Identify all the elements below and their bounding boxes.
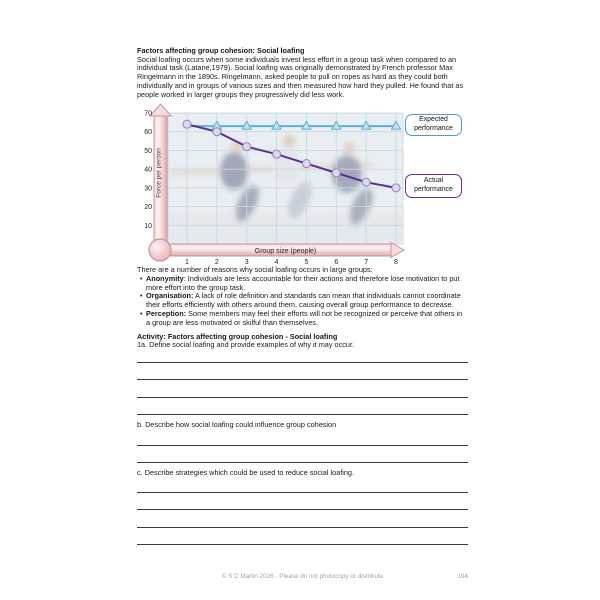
page-footer — [137, 573, 468, 580]
section-title: Factors affecting group cohesion: Social loafing — [137, 46, 305, 55]
y-tick-label: 20 — [144, 204, 152, 212]
x-tick-label: 6 — [334, 259, 339, 266]
answer-line — [137, 430, 468, 446]
question-b: b. Describe how social loafing could influence group cohesion — [137, 419, 337, 429]
bullet-marker: • — [140, 273, 143, 283]
bullet-organisation — [137, 292, 469, 310]
answer-line — [137, 493, 468, 511]
answer-line — [137, 380, 468, 398]
answer-line — [137, 446, 468, 464]
origin-ball — [149, 239, 171, 261]
question-1a: 1a. Define social loafing and provide examples of why it may occur. — [137, 340, 354, 350]
bullet-text: Some members may feel their efforts will not be recognized or perceive that others in a group are less motivated or skilful than themselves. — [146, 308, 463, 327]
answer-line — [137, 363, 468, 381]
answer-line — [137, 478, 468, 493]
copyright-text: © S D Martin 2026 - Please do not photocopy or distribute — [221, 573, 384, 580]
bullet-text: A lack of role definition and standards can mean that individuals cannot coordinate their efforts efficiently with others around them, causing overall group performance to decrease. — [146, 291, 461, 310]
page-number: 194 — [457, 573, 468, 580]
x-tick-label: 2 — [214, 259, 219, 266]
question-c: c. Describe strategies which could be used to reduce social loafing. — [137, 467, 354, 477]
y-tick-label: 50 — [144, 147, 152, 155]
answer-line — [137, 398, 468, 416]
y-tick-label: 30 — [144, 185, 152, 193]
legend-expected-performance — [405, 114, 462, 136]
bullet-anonymity — [137, 275, 469, 293]
x-tick-label: 5 — [304, 259, 309, 266]
reasons-intro: There are a number of reasons why social loafing occurs in large groups: — [137, 265, 373, 274]
bullet-text: : Individuals are less accountable for their actions and therefore lose motivation to put more effort into the group task. — [146, 273, 460, 292]
body-section — [137, 266, 469, 545]
answer-line — [137, 528, 468, 546]
bullet-marker: • — [140, 291, 143, 301]
y-tick-label: 60 — [144, 129, 152, 137]
bullet-term: Organisation: — [146, 291, 194, 301]
bullet-term: Anonymity — [146, 273, 184, 283]
legend-actual-performance — [405, 174, 462, 198]
bullet-perception — [137, 310, 469, 328]
activity-heading: Activity: Factors affecting group cohesion - Social loafing — [137, 331, 338, 341]
y-tick-label: 10 — [144, 222, 152, 230]
x-tick-label: 8 — [394, 259, 398, 266]
legend-expected-line1: Expected — [419, 116, 448, 124]
x-axis-label: Group size (people) — [254, 247, 317, 255]
x-tick-label: 7 — [364, 259, 369, 266]
answer-line — [137, 350, 468, 363]
legend-actual-line1: Actual — [423, 177, 444, 185]
legend-actual-line2: performance — [414, 186, 453, 193]
y-tick-label: 40 — [144, 166, 152, 174]
bullet-marker: • — [140, 308, 143, 318]
x-tick-label: 3 — [244, 259, 249, 266]
intro-paragraph: Social loafing occurs when some individuals invest less effort in a group task when compared to an individual task (Latane,1979). Social loafing was originally demonstrated by French professor Max Ringelmann in the 1890s. Ringelmann, asked people to pull on ropes as hard as they could both individually and in groups of various sizes and then measured how hard they pulled. He found that as people worked in larger groups they progressively did less work. — [137, 54, 464, 99]
y-axis-label: Force per person — [155, 148, 163, 198]
x-tick-label: 4 — [274, 259, 279, 266]
y-tick-label: 70 — [144, 110, 152, 118]
intro-section — [137, 47, 469, 99]
x-tick-label: 1 — [185, 259, 189, 266]
bullet-term: Perception: — [146, 308, 187, 318]
answer-line — [137, 510, 468, 528]
legend-expected-line2: performance — [414, 125, 453, 132]
